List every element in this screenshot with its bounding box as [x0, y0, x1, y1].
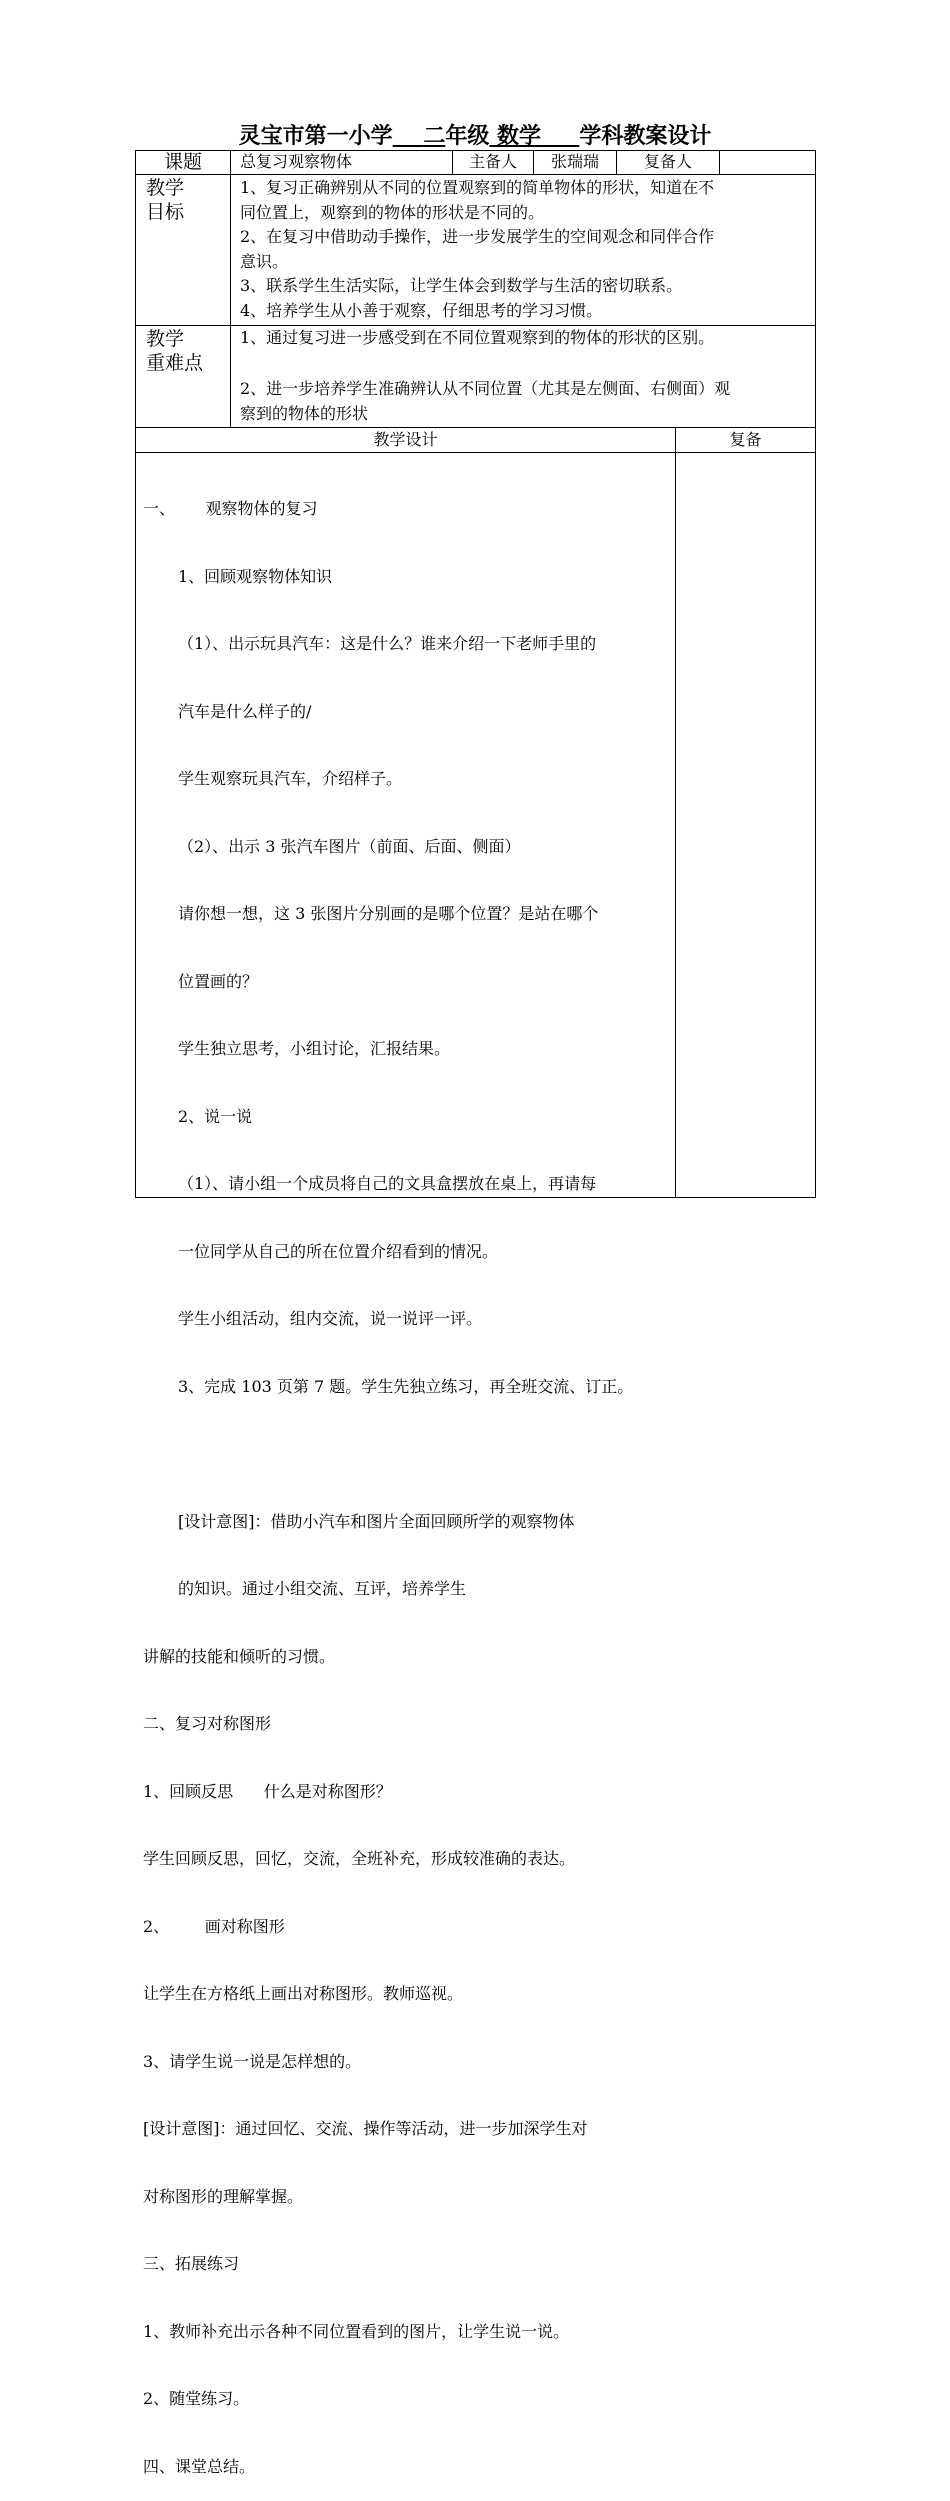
design-line: （2）、出示 3 张汽车图片（前面、后面、侧面） — [178, 836, 521, 856]
design-line: （1）、请小组一个成员将自己的文具盒摆放在桌上，再请每 — [178, 1174, 597, 1193]
objectives-text — [240, 176, 812, 323]
objective-line: 4、培养学生从小善于观察，仔细思考的学习习惯。 — [240, 300, 603, 320]
design-line: 一、 观察物体的复习 — [143, 499, 318, 518]
design-line: 四、课堂总结。 — [143, 2456, 256, 2476]
key-point-line: 2、进一步培养学生准确辨认从不同位置（尤其是左侧面、右侧面）观 — [240, 379, 731, 398]
design-line: [设计意图]：通过回忆、交流、操作等活动，进一步加深学生对 — [143, 2119, 588, 2138]
objectives-label-line: 目标 — [146, 201, 185, 223]
school-name: 灵宝市第一小学 — [238, 124, 393, 149]
design-line: 2、随堂练习。 — [143, 2389, 250, 2408]
key-points-label-line: 重难点 — [146, 352, 204, 374]
key-points-label — [146, 327, 230, 375]
design-line: 三、拓展练习 — [143, 2254, 240, 2273]
design-line: 学生独立思考，小组讨论，汇报结果。 — [178, 1039, 451, 1058]
design-line: 请你想一想，这 3 张图片分别画的是哪个位置？是站在哪个 — [178, 904, 599, 923]
design-line: 二、复习对称图形 — [143, 1714, 272, 1733]
design-content — [143, 453, 673, 2501]
design-line: 2、 画对称图形 — [143, 1916, 285, 1936]
design-line: 讲解的技能和倾听的习惯。 — [143, 1646, 336, 1666]
design-line: 让学生在方格纸上画出对称图形。教师巡视。 — [143, 1984, 464, 2003]
design-line: 学生观察玩具汽车，介绍样子。 — [178, 769, 403, 788]
design-line: 一位同学从自己的所在位置介绍看到的情况。 — [178, 1241, 499, 1261]
review-content — [676, 453, 815, 1197]
design-line: 2、说一说 — [178, 1106, 253, 1126]
design-line: 1、回顾观察物体知识 — [178, 566, 333, 586]
design-line: 位置画的？ — [178, 971, 259, 991]
design-line: 学生回顾反思，回忆，交流，全班补充，形成较准确的表达。 — [143, 1849, 576, 1868]
objective-line: 意识。 — [240, 251, 289, 271]
design-line: 学生小组活动，组内交流，说一说评一评。 — [178, 1309, 483, 1328]
key-points-text — [240, 326, 812, 426]
design-line: 对称图形的理解掌握。 — [143, 2186, 304, 2206]
main-preparer-label: 主备人 — [468, 152, 517, 171]
topic-value: 总复习观察物体 — [240, 152, 353, 171]
design-line: 3、请学生说一说是怎样想的。 — [143, 2051, 362, 2071]
objective-line: 同位置上，观察到的物体的形状是不同的。 — [240, 202, 545, 222]
objective-line: 1、复习正确辨别从不同的位置观察到的简单物体的形状，知道在不 — [240, 178, 715, 197]
key-point-line: 1、通过复习进一步感受到在不同位置观察到的物体的形状的区别。 — [240, 328, 715, 347]
grade-value: 二 — [423, 124, 446, 149]
design-line: 1、回顾反思 什么是对称图形？ — [143, 1781, 392, 1801]
objectives-label-line: 教学 — [146, 177, 185, 199]
co-preparer-label: 复备人 — [643, 152, 692, 171]
design-line: 汽车是什么样子的/ — [178, 701, 312, 721]
review-header: 复备 — [729, 430, 762, 449]
design-header: 教学设计 — [373, 430, 438, 449]
main-preparer-value: 张瑞瑞 — [550, 152, 599, 171]
objectives-label — [146, 176, 230, 224]
topic-label: 课题 — [163, 151, 202, 173]
design-line: [设计意图]：借助小汽车和图片全面回顾所学的观察物体 — [178, 1511, 575, 1531]
design-line: 3、完成 103 页第 7 题。学生先独立练习，再全班交流、订正。 — [178, 1376, 634, 1396]
blank-line — [143, 1443, 673, 1466]
objective-line: 2、在复习中借助动手操作，进一步发展学生的空间观念和同伴合作 — [240, 227, 715, 246]
key-points-label-line: 教学 — [146, 328, 185, 350]
design-line: 1、教师补充出示各种不同位置看到的图片，让学生说一说。 — [143, 2321, 570, 2341]
design-line: （1）、出示玩具汽车：这是什么？谁来介绍一下老师手里的 — [178, 634, 597, 653]
page-title — [0, 122, 950, 152]
objective-line: 3、联系学生生活实际，让学生体会到数学与生活的密切联系。 — [240, 276, 683, 295]
grade-suffix: 年级 — [445, 124, 490, 149]
key-point-line: 察到的物体的形状 — [240, 404, 369, 423]
subject-value: 数学 — [497, 124, 542, 149]
design-line: 的知识。通过小组交流、互评，培养学生 — [178, 1579, 467, 1598]
title-suffix: 学科教案设计 — [579, 124, 712, 149]
